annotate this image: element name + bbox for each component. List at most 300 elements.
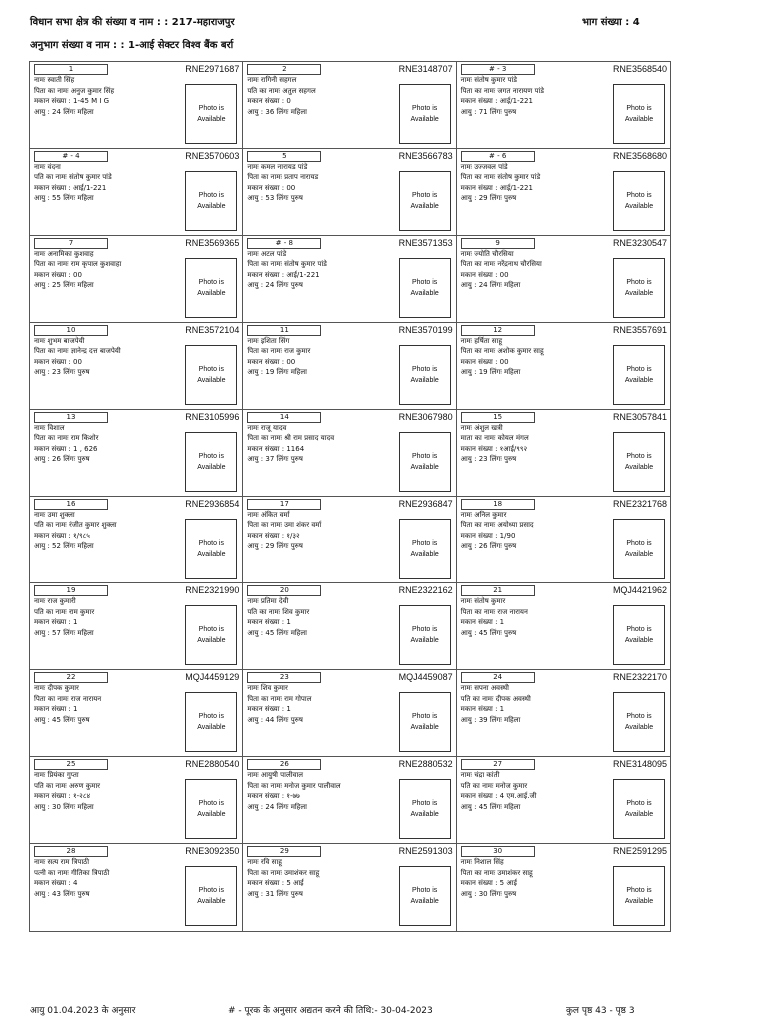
age-label: आयु : (460, 802, 477, 811)
photo-text-1: Photo is (198, 452, 224, 460)
age-label: आयु : (247, 889, 264, 898)
house-number: 4 एम.आई.जी (499, 792, 537, 801)
age-gender-line (247, 628, 395, 639)
epic-number: RNE3568680 (612, 150, 667, 161)
house-line (247, 704, 395, 715)
voter-details (461, 249, 609, 291)
name-line (461, 423, 609, 434)
house-line (461, 444, 609, 455)
age-label: आयु : (460, 107, 477, 116)
photo-box (399, 692, 451, 752)
name-line (247, 770, 395, 781)
name-line (34, 510, 182, 521)
name-line (461, 336, 609, 347)
voter-name: सत्य राम त्रिपाठी (47, 858, 90, 867)
age-gender-line (247, 107, 395, 118)
voter-name: अनिल कुमार (474, 510, 507, 519)
age-label: आयु : (460, 455, 477, 464)
age-value: 29 (478, 194, 488, 203)
gender-value: पुरुष (504, 194, 517, 203)
age-gender-line (34, 802, 182, 813)
relation-line: पिता का नामः श्री राम प्रसाद यादव (247, 434, 335, 443)
photo-text-2: Available (410, 463, 439, 471)
photo-box (613, 432, 665, 492)
house-line (461, 878, 609, 889)
gender-value: महिला (504, 281, 521, 290)
gender-label: लिंगः (63, 628, 76, 637)
gender-value: पुरुष (77, 889, 90, 898)
age-label: आयु : (247, 455, 264, 464)
photo-text-2: Available (197, 724, 226, 732)
name-label: नामः (34, 162, 46, 171)
photo-box (185, 171, 237, 231)
relation-line: पिता का नामः जगत नारायण पांडे (460, 86, 545, 95)
voter-card (243, 149, 456, 236)
gender-label: लिंगः (63, 542, 76, 550)
age-label: आयु : (460, 542, 477, 550)
voter-details (461, 336, 609, 378)
gender-value: पुरुष (290, 194, 303, 203)
house-label: मकान संख्या : (247, 531, 285, 540)
serial-number: # - 3 (461, 64, 535, 75)
house-number: 1 (286, 618, 291, 627)
voter-name: इशिता सिंग (260, 336, 290, 345)
photo-text-1: Photo is (626, 105, 652, 112)
house-number: १-२८४ (73, 792, 91, 801)
house-number: आई/1-221 (499, 97, 533, 105)
house-line (247, 617, 395, 628)
gender-value: महिला (504, 802, 521, 811)
photo-box (185, 605, 237, 665)
name-line (461, 857, 609, 868)
age-gender-line (461, 193, 609, 204)
epic-number: RNE3230547 (612, 237, 667, 248)
name-label: नामः (34, 684, 46, 693)
serial-number: 19 (34, 585, 108, 596)
voter-name: अंशुल खत्री (474, 423, 503, 432)
house-number: आई/1-221 (286, 270, 320, 279)
name-label: नामः (460, 76, 472, 84)
house-line (34, 704, 182, 715)
serial-number: 25 (34, 759, 108, 770)
voter-details (247, 336, 395, 378)
name-line (461, 770, 609, 781)
age-value: 24 (478, 281, 488, 290)
age-gender-line (247, 889, 395, 900)
house-number: 1 (499, 618, 505, 627)
photo-box (399, 258, 451, 318)
voter-name: वंदना (47, 162, 61, 171)
serial-number: 23 (247, 672, 321, 683)
gender-value: महिला (290, 107, 307, 116)
photo-text-2: Available (624, 550, 654, 558)
name-label: नामः (247, 684, 259, 693)
photo-text-1: Photo is (412, 626, 438, 634)
photo-text-2: Available (624, 811, 654, 819)
voter-name: प्रतिमा देवी (260, 597, 289, 606)
name-label: नामः (460, 510, 472, 519)
gender-value: पुरुष (504, 628, 517, 637)
age-value: 44 (265, 715, 275, 724)
photo-text-2: Available (624, 724, 654, 732)
gender-value: पुरुष (290, 542, 303, 550)
relation-line: पति का नामः अतुल सहगल (247, 86, 316, 95)
name-label: नामः (460, 771, 472, 780)
relation-line: पिता का नामः राम कृपाल कुशवाहा (34, 260, 122, 269)
gender-label: लिंगः (276, 194, 289, 203)
serial-number: 22 (34, 672, 108, 683)
age-gender-line (247, 454, 395, 465)
voter-name: स्वाती सिंह (47, 76, 75, 84)
name-label: नामः (247, 597, 259, 606)
age-value: 53 (265, 194, 275, 203)
house-label: मकान संख्या : (34, 531, 71, 540)
house-line (34, 270, 182, 281)
voter-details (34, 596, 182, 638)
house-line (34, 878, 182, 889)
age-label: आयु : (34, 802, 50, 811)
house-label: मकान संख्या : (34, 444, 71, 453)
house-label: मकान संख्या : (460, 270, 498, 279)
relation-line: पिता का नामः अयोध्या प्रसाद (460, 521, 534, 529)
photo-text-2: Available (410, 376, 439, 384)
epic-number: RNE2936854 (185, 498, 240, 509)
epic-number: RNE3572104 (185, 324, 240, 335)
serial-number: 13 (34, 412, 108, 423)
voter-name: दीपक कुमार (47, 684, 79, 693)
gender-label: लिंगः (63, 281, 76, 290)
name-line (247, 510, 395, 521)
house-line (461, 791, 609, 802)
age-gender-line (34, 628, 182, 639)
name-line (247, 162, 395, 173)
name-line (34, 683, 182, 694)
gender-value: पुरुष (290, 889, 303, 898)
voter-card (30, 583, 243, 670)
gender-label: लिंगः (276, 107, 289, 116)
serial-number: 9 (461, 238, 535, 249)
age-basis-note: आयु 01.04.2023 के अनुसार (30, 1006, 136, 1016)
voter-details (34, 857, 182, 899)
name-line (461, 75, 609, 86)
voter-details (461, 423, 609, 465)
house-label: मकान संख्या : (247, 792, 285, 801)
voter-card (457, 583, 670, 670)
age-gender-line (461, 541, 609, 552)
house-label: मकान संख्या : (34, 183, 71, 192)
age-value: 45 (478, 802, 488, 811)
photo-text-1: Photo is (412, 713, 438, 721)
age-gender-line (34, 889, 182, 900)
house-line (34, 617, 182, 628)
gender-label: लिंगः (489, 194, 502, 203)
age-gender-line (34, 107, 182, 118)
age-label: आयु : (460, 715, 477, 724)
voter-details (461, 857, 609, 899)
voter-details (34, 770, 182, 812)
photo-box (613, 605, 665, 665)
voter-name: रवि साहू (260, 858, 282, 867)
gender-value: महिला (504, 368, 521, 377)
gender-value: पुरुष (77, 715, 90, 724)
relation-line: पिता का नामः राज नारायन (460, 607, 528, 616)
name-line (34, 596, 182, 607)
age-value: 52 (52, 542, 61, 550)
house-label: मकान संख्या : (34, 270, 71, 279)
name-label: नामः (34, 597, 46, 606)
age-label: आयु : (460, 889, 477, 898)
name-line (461, 249, 609, 260)
house-number: 1 (286, 705, 291, 714)
house-label: मकान संख्या : (247, 879, 285, 888)
house-number: 00 (499, 357, 509, 366)
name-line (34, 75, 182, 86)
name-label: नामः (247, 771, 259, 780)
photo-text-2: Available (197, 116, 226, 123)
voter-name: आयुषी पालीवाल (260, 771, 303, 780)
photo-text-2: Available (410, 811, 439, 819)
voter-name: निशाल सिंह (474, 858, 504, 867)
photo-text-1: Photo is (626, 887, 652, 895)
house-label: मकान संख्या : (247, 705, 285, 714)
photo-box (185, 866, 237, 926)
age-label: आयु : (34, 455, 50, 464)
house-line (461, 183, 609, 194)
photo-text-2: Available (197, 550, 226, 558)
gender-value: पुरुष (504, 542, 517, 550)
name-line (34, 423, 182, 434)
age-label: आयु : (247, 542, 264, 550)
name-label: नामः (34, 510, 46, 519)
photo-text-2: Available (624, 116, 654, 123)
photo-box (613, 258, 665, 318)
epic-number: RNE2971687 (185, 64, 240, 74)
house-label: मकान संख्या : (460, 531, 498, 540)
voter-name: उज्जवल पांडे (474, 162, 508, 171)
voter-card (457, 757, 670, 844)
gender-value: पुरुष (290, 455, 303, 464)
age-value: 43 (52, 889, 61, 898)
age-value: 45 (52, 715, 61, 724)
name-label: नामः (34, 771, 46, 780)
part-number: भाग संख्या : 4 (582, 17, 640, 28)
age-gender-line (247, 367, 395, 378)
house-number: 00 (286, 357, 296, 366)
name-line (34, 336, 182, 347)
house-label: मकान संख्या : (34, 879, 71, 888)
photo-text-2: Available (197, 811, 226, 819)
name-line (247, 423, 395, 434)
house-number: 1 (499, 705, 505, 714)
house-number: १/३२ (286, 531, 300, 540)
photo-box (185, 258, 237, 318)
name-line (461, 596, 609, 607)
house-label: मकान संख्या : (247, 444, 285, 453)
photo-box (185, 519, 237, 579)
house-line (461, 531, 609, 542)
voter-details (247, 75, 395, 117)
gender-label: लिंगः (276, 715, 289, 724)
section-title: अनुभाग संख्या व नाम : : 1-आई सेक्टर विश्व बैंक बर्रा (30, 40, 234, 51)
house-line (247, 791, 395, 802)
voter-details (247, 683, 395, 725)
name-line (461, 510, 609, 521)
photo-box (399, 432, 451, 492)
voter-details (247, 596, 395, 638)
house-number: 5 आई (499, 879, 517, 888)
voter-details (34, 75, 182, 117)
house-number: आई/1-221 (499, 183, 533, 192)
voter-details (461, 683, 609, 725)
gender-label: लिंगः (63, 194, 76, 203)
house-number: 00 (499, 270, 509, 279)
voter-details (247, 857, 395, 899)
name-line (461, 683, 609, 694)
relation-line: पिता का नामः राज नारायन (34, 694, 102, 703)
voter-card (457, 844, 670, 931)
house-line (34, 183, 182, 194)
age-value: 26 (478, 542, 488, 550)
age-label: आयु : (34, 715, 50, 724)
voter-card (30, 410, 243, 497)
voter-card (457, 410, 670, 497)
gender-label: लिंगः (63, 368, 76, 377)
gender-label: लिंगः (276, 368, 289, 377)
epic-number: RNE3566783 (398, 150, 453, 161)
age-gender-line (34, 541, 182, 552)
photo-text-1: Photo is (198, 800, 224, 808)
voter-details (34, 249, 182, 291)
age-gender-line (247, 802, 395, 813)
voter-details (461, 75, 609, 117)
age-label: आयु : (34, 889, 50, 898)
serial-number: 30 (461, 846, 535, 857)
gender-label: लिंगः (276, 455, 289, 464)
name-line (34, 857, 182, 868)
epic-number: RNE3557691 (612, 324, 667, 335)
age-label: आयु : (247, 281, 264, 290)
age-gender-line (461, 628, 609, 639)
gender-value: पुरुष (290, 281, 303, 290)
age-label: आयु : (460, 628, 477, 637)
house-line (461, 617, 609, 628)
voter-details (461, 162, 609, 204)
voter-details (34, 162, 182, 204)
gender-value: महिला (290, 368, 307, 377)
photo-box (613, 171, 665, 231)
serial-number: 2 (247, 64, 321, 75)
voter-details (461, 510, 609, 552)
relation-line: पिता का नामः संतोष कुमार पांडे (460, 173, 541, 182)
house-line (247, 183, 395, 194)
serial-number: 15 (461, 412, 535, 423)
age-value: 19 (478, 368, 488, 377)
age-label: आयु : (460, 368, 477, 377)
photo-box (185, 432, 237, 492)
voter-name: राजू यादव (260, 423, 287, 432)
relation-line: पति का नामः मनोज कुमार (460, 781, 528, 790)
age-value: 57 (52, 628, 61, 637)
voter-card (243, 236, 456, 323)
photo-text-1: Photo is (412, 365, 438, 373)
photo-text-2: Available (624, 289, 654, 297)
name-label: नामः (247, 423, 259, 432)
relation-line: पति का नामः अरुण कुमार (34, 781, 100, 790)
age-label: आयु : (34, 628, 50, 637)
serial-number: 12 (461, 325, 535, 336)
relation-line: पति का नामः रंजीत कुमार शुक्ला (34, 521, 117, 529)
age-value: 37 (265, 455, 275, 464)
photo-text-2: Available (197, 376, 226, 384)
house-number: 00 (73, 357, 82, 366)
name-label: नामः (247, 336, 259, 345)
update-date-note: # - पूरक के अनुसार अद्यतन करने की तिथि:- 30-04-2023 (228, 1006, 433, 1016)
epic-number: RNE2880540 (185, 759, 240, 770)
voter-card (30, 844, 243, 931)
name-label: नामः (247, 162, 259, 171)
gender-value: महिला (504, 715, 521, 724)
age-label: आयु : (34, 368, 50, 377)
age-label: आयु : (34, 542, 50, 550)
epic-number: RNE3105996 (185, 411, 240, 422)
house-number: 1/90 (499, 531, 516, 540)
gender-value: महिला (77, 802, 94, 811)
photo-box (613, 84, 665, 144)
photo-box (185, 84, 237, 144)
photo-text-2: Available (197, 463, 226, 471)
relation-line: पत्नी का नामः गीतिका त्रिपाठी (34, 868, 110, 877)
voter-name: उमा शुक्ला (47, 510, 75, 519)
serial-number: 21 (461, 585, 535, 596)
age-gender-line (247, 280, 395, 291)
serial-number: 29 (247, 846, 321, 857)
house-label: मकान संख्या : (460, 357, 498, 366)
name-line (247, 75, 395, 86)
house-number: 1 , 626 (73, 444, 98, 453)
age-gender-line (461, 454, 609, 465)
voter-card (457, 670, 670, 757)
voter-name: अटल पांडे (260, 249, 287, 258)
voter-card (243, 757, 456, 844)
photo-text-2: Available (410, 637, 439, 645)
name-label: नामः (460, 336, 472, 345)
serial-number: 17 (247, 499, 321, 510)
gender-label: लिंगः (276, 889, 289, 898)
photo-text-2: Available (197, 898, 226, 906)
epic-number: RNE2321768 (612, 498, 667, 509)
house-line (34, 791, 182, 802)
age-gender-line (461, 802, 609, 813)
voter-details (34, 423, 182, 465)
house-line (247, 878, 395, 889)
voter-details (247, 770, 395, 812)
age-gender-line (34, 367, 182, 378)
epic-number: RNE3568540 (612, 64, 667, 74)
voter-details (34, 683, 182, 725)
voter-card (457, 62, 670, 149)
epic-number: MQJ4459129 (185, 672, 240, 683)
relation-line: पति का नामः राम कुमार (34, 607, 95, 616)
house-line (461, 704, 609, 715)
gender-value: महिला (77, 107, 94, 116)
photo-text-2: Available (410, 724, 439, 732)
house-label: मकान संख्या : (34, 97, 71, 105)
epic-number: RNE2936847 (398, 498, 453, 509)
name-label: नामः (460, 162, 472, 171)
gender-label: लिंगः (489, 107, 502, 116)
photo-text-1: Photo is (626, 713, 652, 721)
relation-line: पिता का नामः राज कुमार (247, 347, 311, 356)
